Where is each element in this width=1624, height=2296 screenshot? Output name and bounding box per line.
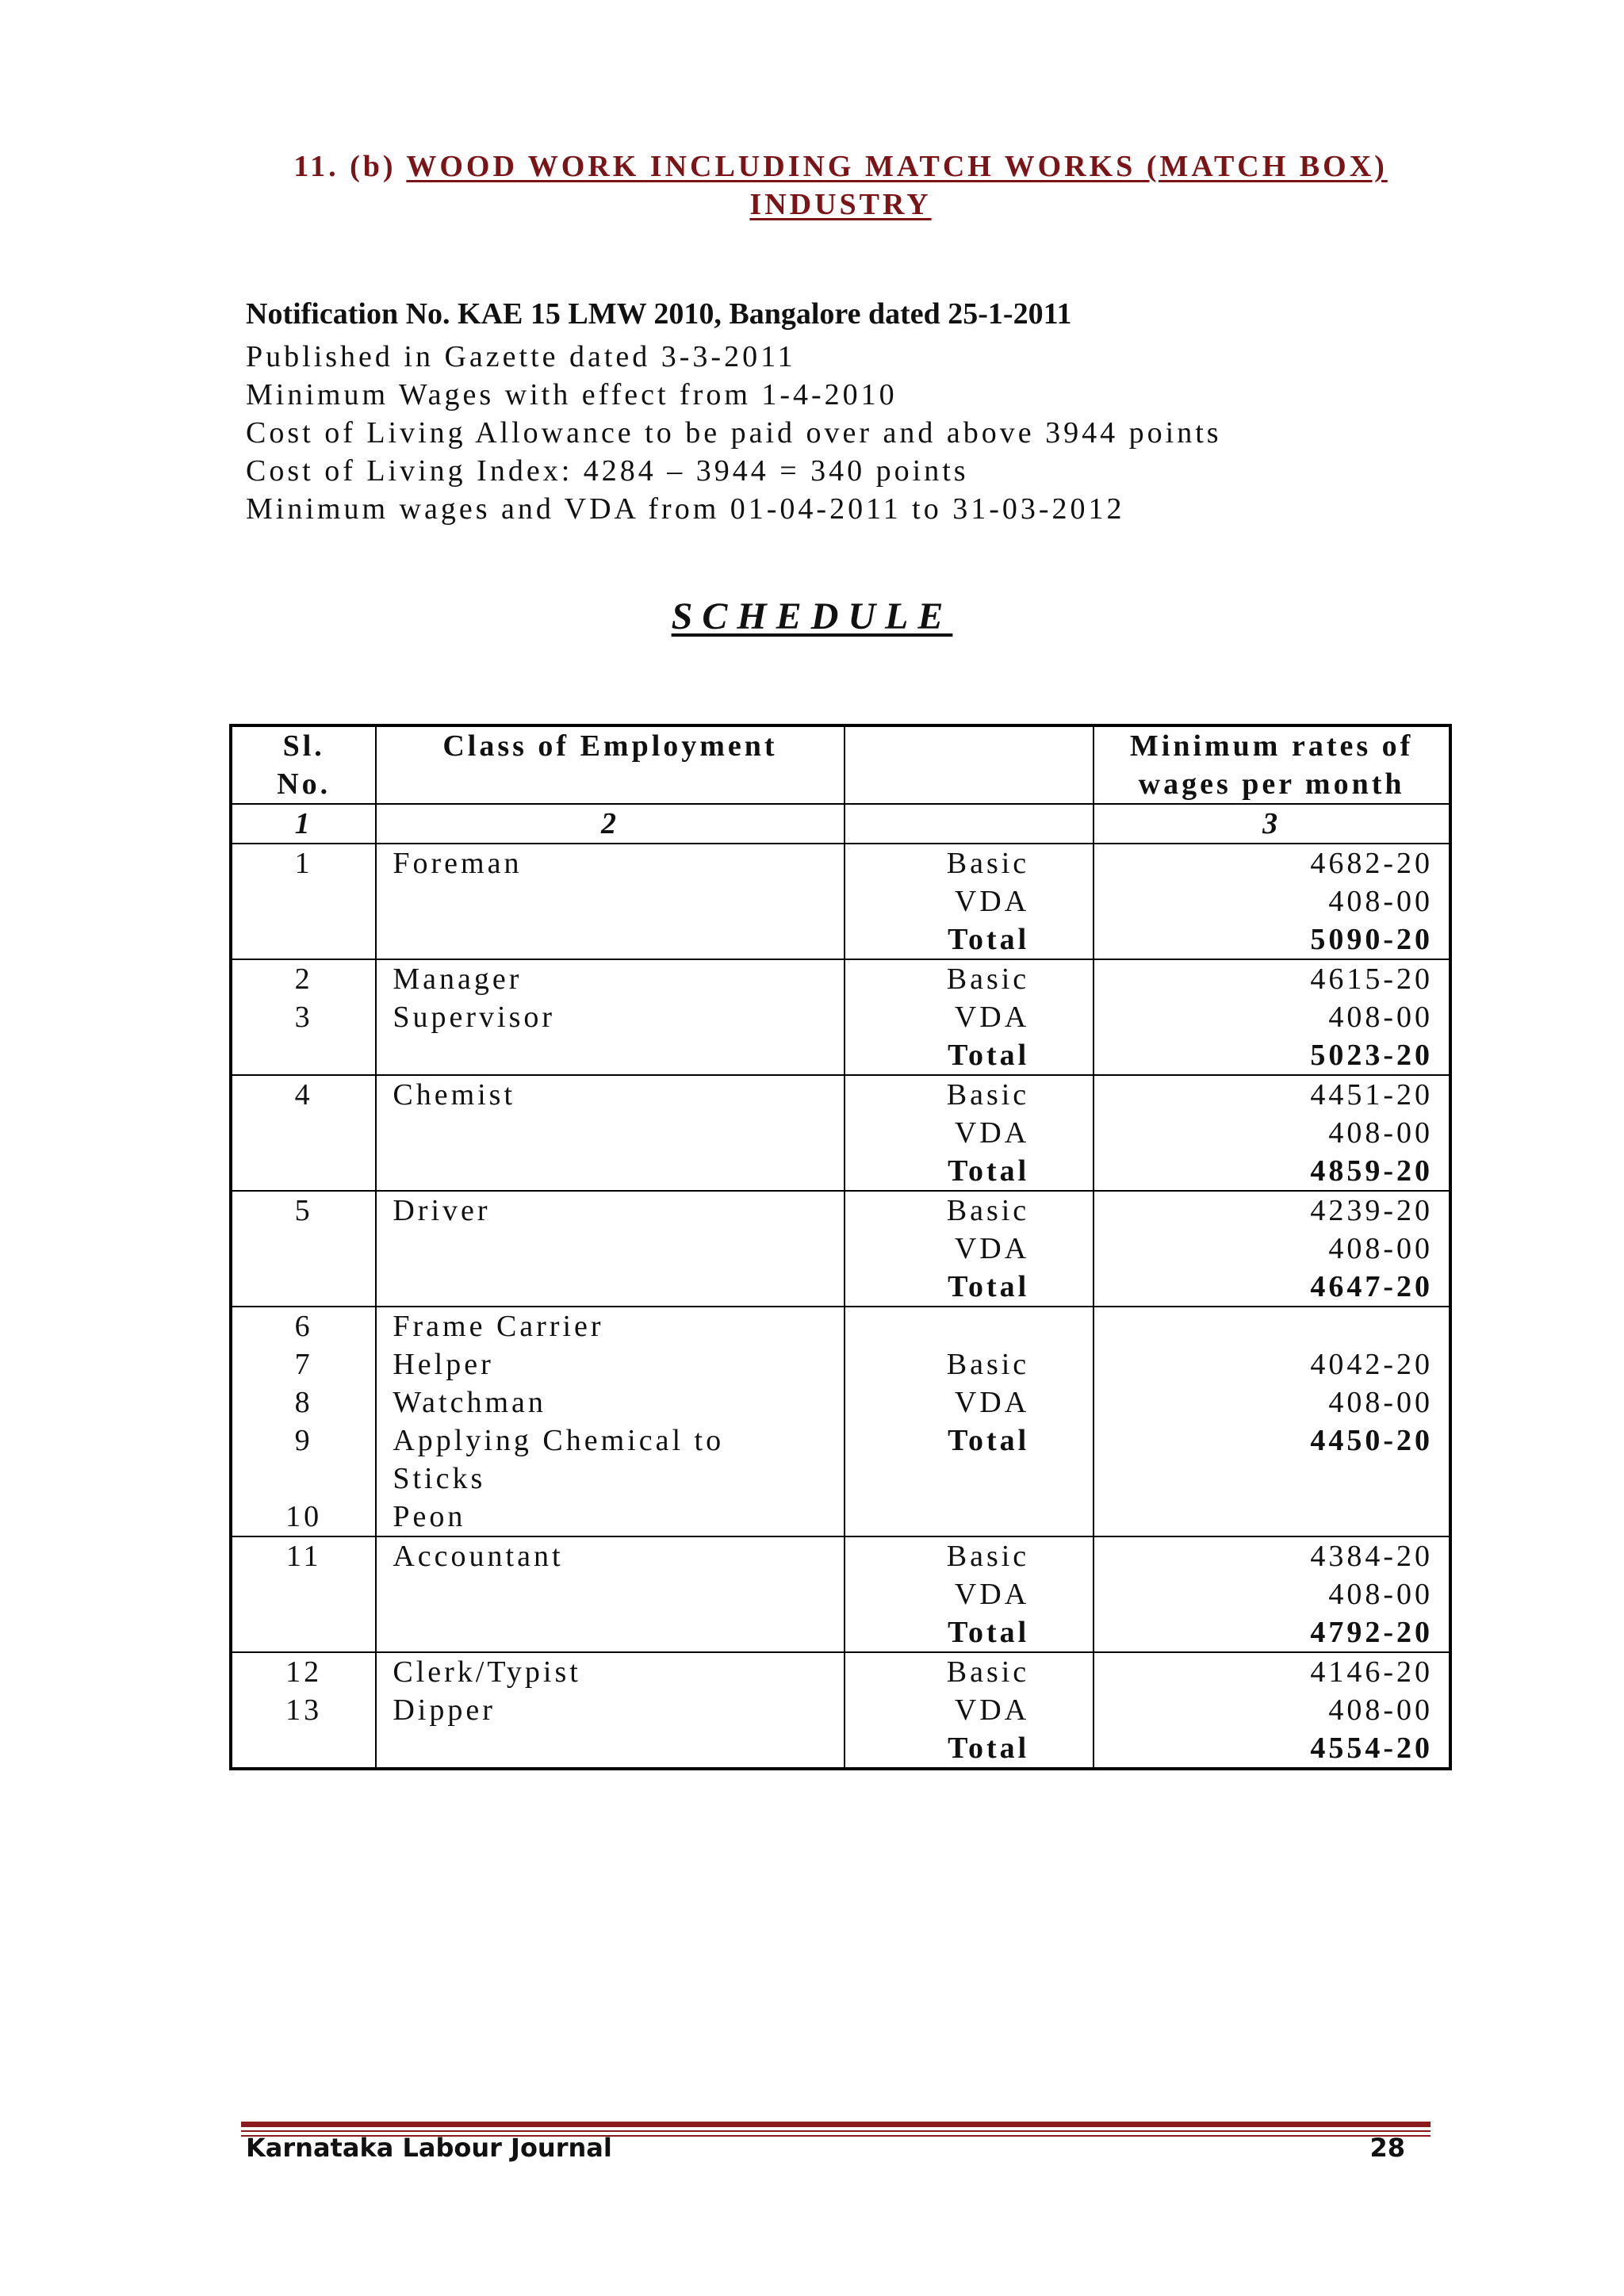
- wage-component-cell-line: Total: [948, 1270, 1030, 1303]
- wage-component-cell-line: VDA: [954, 885, 1030, 918]
- employment-class-cell-line: Dipper: [393, 1693, 496, 1727]
- table-header-row: [231, 725, 1450, 804]
- employment-class-cell-line: Foreman: [393, 847, 523, 880]
- wage-component-cell-line: Total: [948, 1616, 1030, 1649]
- employment-class-cell-line: Applying Chemical to: [393, 1424, 725, 1457]
- wage-component-cell: [845, 959, 1094, 1075]
- wage-component-cell-line: VDA: [954, 1116, 1030, 1150]
- wage-amount-cell-line: 4384-20: [1310, 1540, 1433, 1573]
- section-title: [246, 147, 1435, 224]
- wage-component-cell-line: Basic: [946, 1078, 1030, 1112]
- sl-no-cell-line: 1: [294, 847, 313, 880]
- cost-of-living-index: Cost of Living Index: 4284 – 3944 = 340 points: [246, 454, 969, 488]
- wage-component-cell-line: Basic: [946, 1655, 1030, 1689]
- employment-class-cell: [376, 844, 844, 959]
- page-number: 28: [1369, 2133, 1405, 2163]
- sl-no-cell-line: 7: [294, 1348, 313, 1381]
- wage-amount-cell-line: 4647-20: [1310, 1270, 1433, 1303]
- employment-class-cell-line: Clerk/Typist: [393, 1655, 581, 1689]
- wage-component-cell-line: Basic: [946, 962, 1030, 996]
- wage-amount-cell: [1094, 1307, 1450, 1536]
- wage-amount-cell: [1094, 1191, 1450, 1307]
- sl-no-cell-line: [248, 1460, 359, 1498]
- page-footer: [246, 2133, 1405, 2163]
- wage-component-cell-line: Basic: [946, 1348, 1030, 1381]
- sl-no-cell-line: 5: [294, 1194, 313, 1227]
- sl-no-cell: [231, 1652, 376, 1769]
- sl-no-cell-line: 10: [285, 1500, 323, 1533]
- wage-amount-cell-line: 4451-20: [1310, 1078, 1433, 1112]
- employment-class-cell: [376, 1307, 844, 1536]
- sl-no-cell: [231, 1075, 376, 1191]
- wage-amount-cell-line: 4239-20: [1310, 1194, 1433, 1227]
- header-sl-no: Sl. No.: [231, 725, 376, 804]
- wage-component-cell-line: Basic: [946, 847, 1030, 880]
- table-row: [231, 959, 1450, 1075]
- wage-component-cell-line: VDA: [954, 1386, 1030, 1419]
- employment-class-cell-line: Chemist: [393, 1078, 516, 1112]
- sl-no-cell-line: 11: [285, 1540, 322, 1573]
- wage-amount-cell-line: 5090-20: [1310, 923, 1433, 956]
- wage-component-cell: [845, 1191, 1094, 1307]
- wage-component-cell: [845, 1307, 1094, 1536]
- employment-class-cell-line: Sticks: [393, 1462, 486, 1495]
- header-blank: [845, 725, 1094, 804]
- sl-no-cell-line: 4: [294, 1078, 313, 1112]
- wage-amount-cell-line: 4554-20: [1310, 1732, 1433, 1765]
- column-number-3: 3: [1094, 804, 1450, 844]
- employment-class-cell-line: Peon: [393, 1500, 466, 1533]
- table-row: [231, 1307, 1450, 1536]
- wage-amount-cell: [1094, 959, 1450, 1075]
- employment-class-cell-line: Frame Carrier: [393, 1310, 604, 1343]
- table-row: [231, 1191, 1450, 1307]
- column-number-2: 2: [376, 804, 844, 844]
- wage-amount-cell-line: 4042-20: [1310, 1348, 1433, 1381]
- wage-component-cell-line: VDA: [954, 1232, 1030, 1265]
- wage-amount-cell-line: 4450-20: [1310, 1424, 1433, 1457]
- wage-amount-cell-line: 408-00: [1328, 1693, 1433, 1727]
- wage-component-cell-line: Total: [948, 923, 1030, 956]
- employment-class-cell-line: Helper: [393, 1348, 494, 1381]
- wage-amount-cell-line: 408-00: [1328, 1578, 1433, 1611]
- employment-class-cell: [376, 959, 844, 1075]
- section-title-line2: INDUSTRY: [749, 188, 932, 221]
- wage-amount-cell-line: 408-00: [1328, 885, 1433, 918]
- employment-class-cell-line: Supervisor: [393, 1001, 556, 1034]
- wage-amount-cell-line: 4615-20: [1310, 962, 1433, 996]
- wage-amount-cell-line: [1110, 1307, 1433, 1345]
- wage-schedule-table: [229, 724, 1452, 1770]
- wage-amount-cell-line: 408-00: [1328, 1116, 1433, 1150]
- wage-component-cell-line: Basic: [946, 1540, 1030, 1573]
- effective-date: Minimum Wages with effect from 1-4-2010: [246, 378, 898, 411]
- wage-component-cell-line: VDA: [954, 1578, 1030, 1611]
- wage-component-cell: [845, 1652, 1094, 1769]
- sl-no-cell-line: 6: [294, 1310, 313, 1343]
- wage-component-cell-line: Total: [948, 1154, 1030, 1188]
- table-row: [231, 1075, 1450, 1191]
- wage-amount-cell-line: 4792-20: [1310, 1616, 1433, 1649]
- wage-component-cell-line: Basic: [946, 1194, 1030, 1227]
- wage-component-cell: [845, 844, 1094, 959]
- employment-class-cell: [376, 1652, 844, 1769]
- section-number: 11. (b): [293, 150, 407, 183]
- column-number-1: 1: [231, 804, 376, 844]
- sl-no-cell: [231, 1536, 376, 1652]
- sl-no-cell: [231, 1191, 376, 1307]
- wage-amount-cell: [1094, 1075, 1450, 1191]
- wage-amount-cell-line: 408-00: [1328, 1001, 1433, 1034]
- sl-no-cell: [231, 959, 376, 1075]
- wage-amount-cell: [1094, 844, 1450, 959]
- schedule-heading: SCHEDULE: [671, 595, 953, 637]
- wage-amount-cell: [1094, 1536, 1450, 1652]
- notification-details: [246, 338, 1222, 528]
- employment-class-cell: [376, 1191, 844, 1307]
- sl-no-cell-line: 13: [285, 1693, 323, 1727]
- wage-amount-cell-line: 408-00: [1328, 1232, 1433, 1265]
- sl-no-cell-line: 3: [294, 1001, 313, 1034]
- sl-no-cell-line: 9: [294, 1424, 313, 1457]
- wage-amount-cell-line: 5023-20: [1310, 1039, 1433, 1072]
- wage-amount-cell-line: 4859-20: [1310, 1154, 1433, 1188]
- header-class-of-employment: Class of Employment: [376, 725, 844, 804]
- sl-no-cell-line: 2: [294, 962, 313, 996]
- table-row: [231, 1652, 1450, 1769]
- employment-class-cell-line: Watchman: [393, 1386, 546, 1419]
- employment-class-cell-line: Driver: [393, 1194, 491, 1227]
- header-minimum-rates: Minimum rates of wages per month: [1094, 725, 1450, 804]
- column-number-blank: [845, 804, 1094, 844]
- footer-rule: [241, 2122, 1431, 2127]
- wage-component-cell-line: VDA: [954, 1693, 1030, 1727]
- footer-rule-thin: [241, 2130, 1431, 2132]
- employment-class-cell: [376, 1536, 844, 1652]
- table-row: [231, 1536, 1450, 1652]
- wage-amount-cell-line: 408-00: [1328, 1386, 1433, 1419]
- gazette-date: Published in Gazette dated 3-3-2011: [246, 340, 796, 373]
- sl-no-cell-line: 8: [294, 1386, 313, 1419]
- wage-amount-cell-line: 4682-20: [1310, 847, 1433, 880]
- wage-component-cell: [845, 1075, 1094, 1191]
- wage-period: Minimum wages and VDA from 01-04-2011 to 31-03-2012: [246, 492, 1125, 526]
- wage-component-cell-line: [861, 1307, 1030, 1345]
- wage-component-cell-line: VDA: [954, 1001, 1030, 1034]
- sl-no-cell: [231, 1307, 376, 1536]
- section-title-line1: WOOD WORK INCLUDING MATCH WORKS (MATCH BOX): [406, 150, 1388, 183]
- cola-basis: Cost of Living Allowance to be paid over and above 3944 points: [246, 416, 1222, 450]
- notification-number: Notification No. KAE 15 LMW 2010, Bangalore dated 25-1-2011: [246, 297, 1072, 331]
- sl-no-cell: [231, 844, 376, 959]
- table-row: [231, 844, 1450, 959]
- wage-component-cell-line: Total: [948, 1424, 1030, 1457]
- sl-no-cell-line: 12: [285, 1655, 323, 1689]
- wage-component-cell-line: Total: [948, 1039, 1030, 1072]
- employment-class-cell-line: Manager: [393, 962, 523, 996]
- wage-amount-cell-line: 4146-20: [1310, 1655, 1433, 1689]
- wage-amount-cell: [1094, 1652, 1450, 1769]
- wage-component-cell: [845, 1536, 1094, 1652]
- journal-name: Karnataka Labour Journal: [246, 2133, 612, 2163]
- wage-component-cell-line: Total: [948, 1732, 1030, 1765]
- employment-class-cell-line: Accountant: [393, 1540, 564, 1573]
- employment-class-cell: [376, 1075, 844, 1191]
- column-number-row: [231, 804, 1450, 844]
